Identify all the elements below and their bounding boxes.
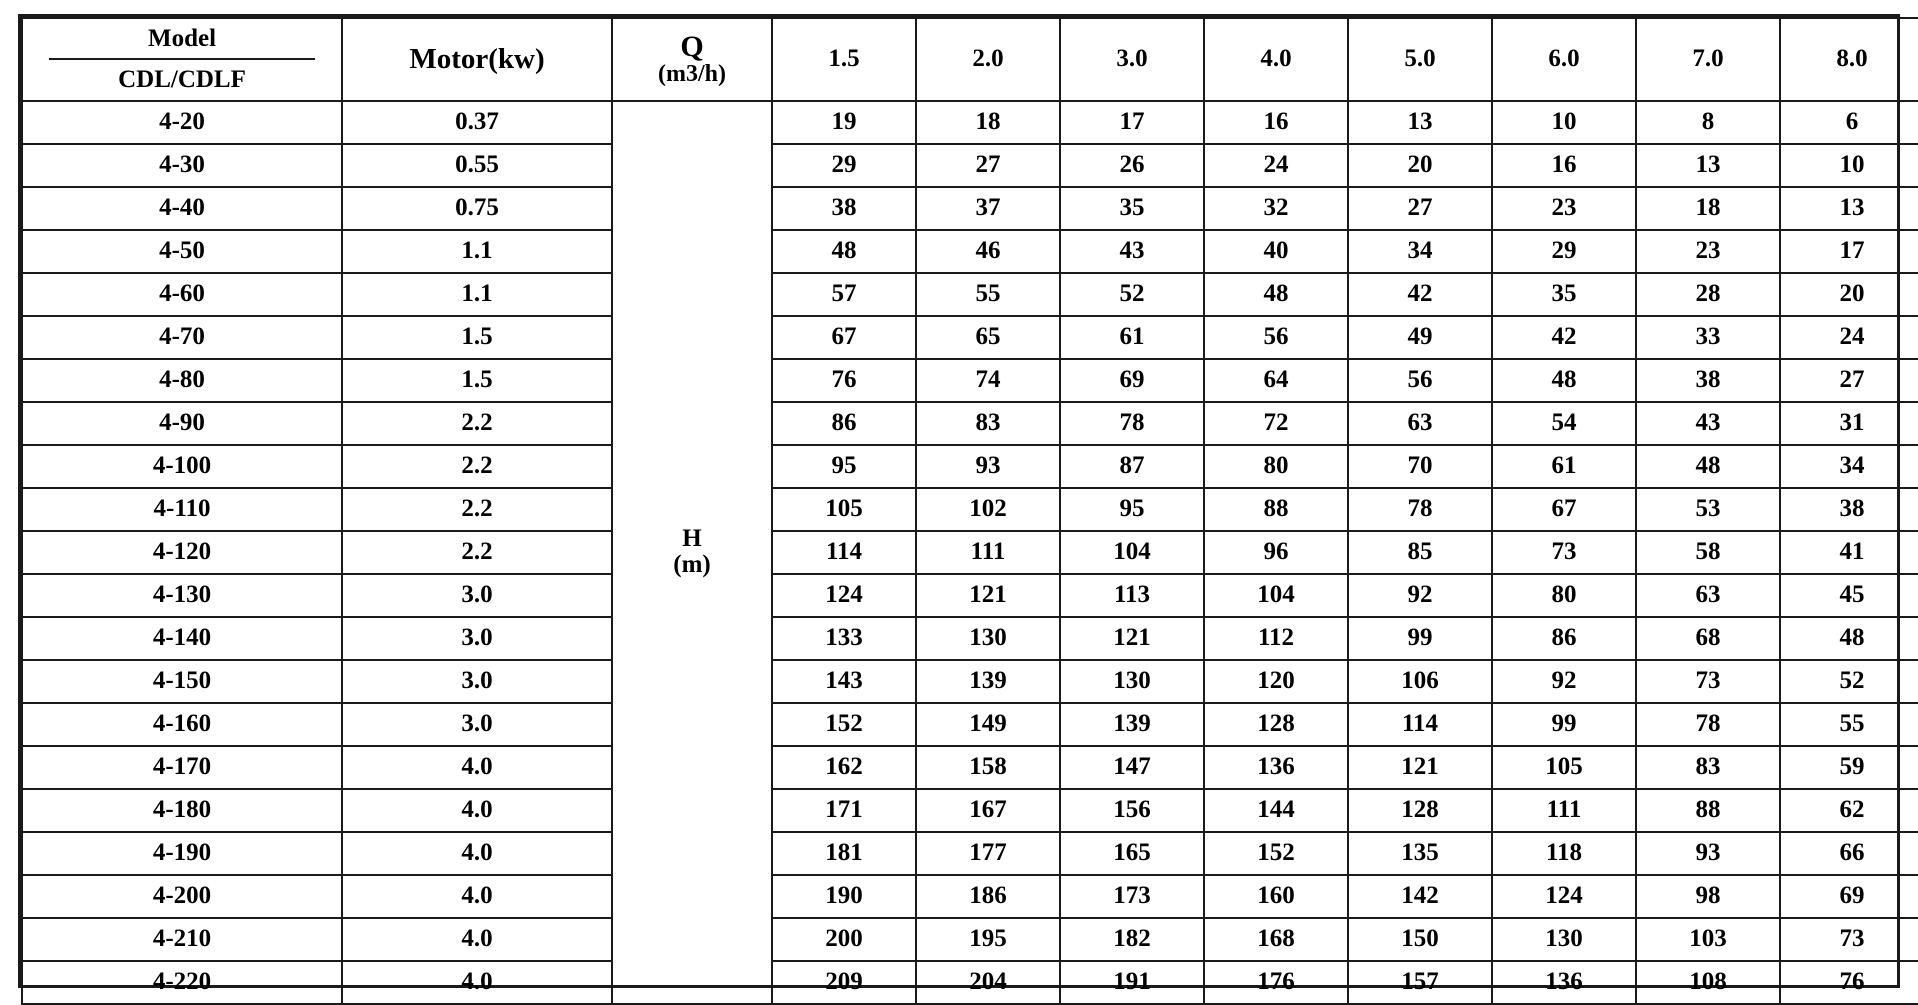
table-row	[22, 531, 1918, 574]
cell-head-value: 158	[916, 746, 1060, 789]
cell-head-value: 74	[916, 359, 1060, 402]
header-flow-value: 2.0	[916, 18, 1060, 101]
cell-head-value: 167	[916, 789, 1060, 832]
cell-head-value: 98	[1636, 875, 1780, 918]
cell-head-value: 34	[1348, 230, 1492, 273]
cell-model: 4-150	[22, 660, 342, 703]
cell-head-value: 105	[1492, 746, 1636, 789]
cell-head-value: 41	[1780, 531, 1918, 574]
cell-head-value: 143	[772, 660, 916, 703]
cell-head-value: 186	[916, 875, 1060, 918]
cell-model: 4-100	[22, 445, 342, 488]
cell-head-value: 147	[1060, 746, 1204, 789]
cell-head-value: 139	[1060, 703, 1204, 746]
cell-head-value: 55	[916, 273, 1060, 316]
cell-head-value: 150	[1348, 918, 1492, 961]
cell-model: 4-90	[22, 402, 342, 445]
cell-head-value: 38	[772, 187, 916, 230]
cell-motor: 1.1	[342, 230, 612, 273]
table-row	[22, 660, 1918, 703]
cell-head-value: 182	[1060, 918, 1204, 961]
cell-head-value: 8	[1636, 101, 1780, 144]
cell-head-value: 43	[1636, 402, 1780, 445]
cell-head-value: 46	[916, 230, 1060, 273]
cell-head-value: 149	[916, 703, 1060, 746]
table-row	[22, 918, 1918, 961]
cell-head-value: 130	[1492, 918, 1636, 961]
cell-head-value: 139	[916, 660, 1060, 703]
cell-head-value: 10	[1492, 101, 1636, 144]
cell-head-value: 76	[772, 359, 916, 402]
cell-model: 4-190	[22, 832, 342, 875]
cell-head-value: 120	[1204, 660, 1348, 703]
cell-head-value: 78	[1636, 703, 1780, 746]
cell-head-value: 130	[1060, 660, 1204, 703]
cell-head-value: 99	[1492, 703, 1636, 746]
cell-head-value: 31	[1780, 402, 1918, 445]
cell-head-value: 136	[1492, 961, 1636, 1004]
cell-head-value: 103	[1636, 918, 1780, 961]
cell-head-value: 105	[772, 488, 916, 531]
cell-head-value: 114	[772, 531, 916, 574]
cell-motor: 2.2	[342, 402, 612, 445]
cell-model: 4-40	[22, 187, 342, 230]
cell-head-value: 191	[1060, 961, 1204, 1004]
header-flow-value: 7.0	[1636, 18, 1780, 101]
cell-model: 4-70	[22, 316, 342, 359]
cell-head-value: 102	[916, 488, 1060, 531]
cell-head-value: 23	[1636, 230, 1780, 273]
cell-head-value: 106	[1348, 660, 1492, 703]
cell-head-value: 152	[1204, 832, 1348, 875]
header-flow-unit	[612, 18, 772, 101]
cell-head-value: 38	[1780, 488, 1918, 531]
cell-head-value: 52	[1060, 273, 1204, 316]
cell-model: 4-80	[22, 359, 342, 402]
cell-motor: 3.0	[342, 574, 612, 617]
cell-model: 4-140	[22, 617, 342, 660]
cell-motor: 0.75	[342, 187, 612, 230]
cell-head-value: 124	[772, 574, 916, 617]
cell-head-value: 20	[1780, 273, 1918, 316]
cell-head-value: 27	[1348, 187, 1492, 230]
header-flow-symbol: Q	[680, 29, 704, 63]
table-row	[22, 144, 1918, 187]
cell-head-value: 176	[1204, 961, 1348, 1004]
cell-head-value: 88	[1204, 488, 1348, 531]
cell-head-value: 80	[1204, 445, 1348, 488]
cell-head-value: 190	[772, 875, 916, 918]
cell-head-value: 35	[1060, 187, 1204, 230]
header-flow-unit-label: (m3/h)	[658, 61, 726, 88]
cell-head-value: 83	[916, 402, 1060, 445]
pump-performance-table	[21, 17, 1918, 1005]
cell-motor: 3.0	[342, 703, 612, 746]
cell-head-value: 152	[772, 703, 916, 746]
cell-head-value: 61	[1060, 316, 1204, 359]
cell-head-value: 130	[916, 617, 1060, 660]
cell-head-value: 113	[1060, 574, 1204, 617]
cell-head-value: 111	[1492, 789, 1636, 832]
cell-head-value: 26	[1060, 144, 1204, 187]
table-row	[22, 359, 1918, 402]
cell-head-value: 24	[1780, 316, 1918, 359]
cell-head-value: 135	[1348, 832, 1492, 875]
cell-head-value: 56	[1348, 359, 1492, 402]
spec-table-sheet	[18, 14, 1900, 995]
cell-head-value: 156	[1060, 789, 1204, 832]
cell-head-value: 124	[1492, 875, 1636, 918]
table-row	[22, 316, 1918, 359]
cell-model: 4-160	[22, 703, 342, 746]
cell-head-value: 10	[1780, 144, 1918, 187]
table-row	[22, 832, 1918, 875]
cell-head-value: 58	[1636, 531, 1780, 574]
cell-head-value: 200	[772, 918, 916, 961]
header-flow-value: 5.0	[1348, 18, 1492, 101]
cell-head-value: 42	[1492, 316, 1636, 359]
cell-head-value: 93	[1636, 832, 1780, 875]
cell-motor: 2.2	[342, 531, 612, 574]
cell-head-value: 24	[1204, 144, 1348, 187]
cell-head-value: 16	[1204, 101, 1348, 144]
cell-head-value: 168	[1204, 918, 1348, 961]
cell-model: 4-170	[22, 746, 342, 789]
table-row	[22, 574, 1918, 617]
cell-motor: 1.5	[342, 359, 612, 402]
cell-head-value: 80	[1492, 574, 1636, 617]
cell-head-value: 33	[1636, 316, 1780, 359]
cell-head-value: 27	[916, 144, 1060, 187]
cell-head-value: 34	[1780, 445, 1918, 488]
table-row	[22, 875, 1918, 918]
cell-head-value: 69	[1780, 875, 1918, 918]
cell-head-value: 121	[916, 574, 1060, 617]
head-symbol: H	[682, 524, 702, 552]
cell-head-value: 177	[916, 832, 1060, 875]
table-row	[22, 187, 1918, 230]
cell-head-value: 64	[1204, 359, 1348, 402]
table-row	[22, 230, 1918, 273]
header-flow-value: 6.0	[1492, 18, 1636, 101]
cell-model: 4-60	[22, 273, 342, 316]
cell-head-value: 171	[772, 789, 916, 832]
cell-head-value: 173	[1060, 875, 1204, 918]
cell-head-value: 104	[1060, 531, 1204, 574]
table-row	[22, 488, 1918, 531]
cell-model: 4-20	[22, 101, 342, 144]
header-model-top: Model	[49, 19, 315, 60]
cell-head-value: 95	[772, 445, 916, 488]
cell-head-value: 18	[1636, 187, 1780, 230]
cell-head-value: 104	[1204, 574, 1348, 617]
cell-head-value: 59	[1780, 746, 1918, 789]
cell-model: 4-130	[22, 574, 342, 617]
cell-model: 4-220	[22, 961, 342, 1004]
cell-head-value: 29	[1492, 230, 1636, 273]
cell-head-value: 204	[916, 961, 1060, 1004]
cell-motor: 3.0	[342, 617, 612, 660]
cell-head-value: 121	[1348, 746, 1492, 789]
cell-head-value: 48	[772, 230, 916, 273]
cell-head-value: 86	[1492, 617, 1636, 660]
header-flow-value: 1.5	[772, 18, 916, 101]
cell-head-value: 13	[1636, 144, 1780, 187]
cell-head-value: 45	[1780, 574, 1918, 617]
cell-motor: 2.2	[342, 488, 612, 531]
cell-head-value: 92	[1348, 574, 1492, 617]
header-flow-value: 4.0	[1204, 18, 1348, 101]
table-row	[22, 746, 1918, 789]
cell-motor: 0.55	[342, 144, 612, 187]
table-row	[22, 101, 1918, 144]
cell-head-value: 160	[1204, 875, 1348, 918]
cell-head-value: 27	[1780, 359, 1918, 402]
cell-head-value: 48	[1636, 445, 1780, 488]
cell-head-value: 142	[1348, 875, 1492, 918]
cell-head-value: 83	[1636, 746, 1780, 789]
cell-head-value: 29	[772, 144, 916, 187]
cell-motor: 4.0	[342, 832, 612, 875]
cell-head-value: 23	[1492, 187, 1636, 230]
cell-motor: 4.0	[342, 961, 612, 1004]
cell-head-value: 35	[1492, 273, 1636, 316]
cell-motor: 4.0	[342, 789, 612, 832]
cell-head-value: 63	[1636, 574, 1780, 617]
cell-head-value: 78	[1060, 402, 1204, 445]
header-motor: Motor(kw)	[342, 18, 612, 101]
table-row	[22, 617, 1918, 660]
cell-head-value: 70	[1348, 445, 1492, 488]
cell-head-value: 43	[1060, 230, 1204, 273]
cell-head-value: 128	[1204, 703, 1348, 746]
cell-head-value: 76	[1780, 961, 1918, 1004]
cell-head-value: 67	[772, 316, 916, 359]
head-unit-label: (m)	[673, 551, 711, 578]
cell-head-value: 96	[1204, 531, 1348, 574]
cell-head-value: 99	[1348, 617, 1492, 660]
cell-head-value: 111	[916, 531, 1060, 574]
cell-head-value: 54	[1492, 402, 1636, 445]
cell-model: 4-50	[22, 230, 342, 273]
cell-head-value: 17	[1780, 230, 1918, 273]
cell-head-value: 38	[1636, 359, 1780, 402]
cell-head-value: 13	[1780, 187, 1918, 230]
cell-head-value: 13	[1348, 101, 1492, 144]
cell-head-value: 72	[1204, 402, 1348, 445]
cell-head-value: 73	[1780, 918, 1918, 961]
cell-head-value: 32	[1204, 187, 1348, 230]
cell-head-value: 48	[1780, 617, 1918, 660]
cell-head-value: 144	[1204, 789, 1348, 832]
cell-head-value: 62	[1780, 789, 1918, 832]
header-model-bottom: CDL/CDLF	[118, 66, 246, 94]
cell-motor: 3.0	[342, 660, 612, 703]
header-flow-value: 8.0	[1780, 18, 1918, 101]
cell-head-value: 93	[916, 445, 1060, 488]
cell-model: 4-210	[22, 918, 342, 961]
header-model	[22, 18, 342, 101]
cell-head-value: 55	[1780, 703, 1918, 746]
cell-head-value: 157	[1348, 961, 1492, 1004]
cell-head-value: 73	[1492, 531, 1636, 574]
cell-head-value: 28	[1636, 273, 1780, 316]
table-row	[22, 445, 1918, 488]
cell-head-value: 181	[772, 832, 916, 875]
cell-head-value: 66	[1780, 832, 1918, 875]
cell-motor: 0.37	[342, 101, 612, 144]
cell-head-value: 68	[1636, 617, 1780, 660]
cell-head-value: 73	[1636, 660, 1780, 703]
head-unit-cell	[612, 101, 772, 1004]
cell-head-value: 69	[1060, 359, 1204, 402]
cell-head-value: 78	[1348, 488, 1492, 531]
cell-head-value: 95	[1060, 488, 1204, 531]
cell-head-value: 52	[1780, 660, 1918, 703]
cell-model: 4-110	[22, 488, 342, 531]
cell-head-value: 42	[1348, 273, 1492, 316]
cell-motor: 4.0	[342, 875, 612, 918]
cell-head-value: 53	[1636, 488, 1780, 531]
cell-head-value: 18	[916, 101, 1060, 144]
cell-head-value: 136	[1204, 746, 1348, 789]
cell-head-value: 6	[1780, 101, 1918, 144]
cell-motor: 4.0	[342, 918, 612, 961]
cell-head-value: 48	[1492, 359, 1636, 402]
cell-head-value: 128	[1348, 789, 1492, 832]
cell-head-value: 63	[1348, 402, 1492, 445]
cell-head-value: 118	[1492, 832, 1636, 875]
table-row	[22, 961, 1918, 1004]
cell-head-value: 17	[1060, 101, 1204, 144]
cell-head-value: 56	[1204, 316, 1348, 359]
cell-head-value: 88	[1636, 789, 1780, 832]
header-flow-value: 3.0	[1060, 18, 1204, 101]
cell-motor: 1.5	[342, 316, 612, 359]
cell-head-value: 165	[1060, 832, 1204, 875]
cell-head-value: 112	[1204, 617, 1348, 660]
cell-head-value: 133	[772, 617, 916, 660]
table-row	[22, 273, 1918, 316]
cell-head-value: 49	[1348, 316, 1492, 359]
table-header-row	[22, 18, 1918, 101]
cell-motor: 4.0	[342, 746, 612, 789]
cell-head-value: 162	[772, 746, 916, 789]
cell-head-value: 20	[1348, 144, 1492, 187]
cell-motor: 1.1	[342, 273, 612, 316]
cell-head-value: 195	[916, 918, 1060, 961]
cell-head-value: 67	[1492, 488, 1636, 531]
cell-head-value: 114	[1348, 703, 1492, 746]
cell-head-value: 86	[772, 402, 916, 445]
cell-head-value: 61	[1492, 445, 1636, 488]
table-row	[22, 789, 1918, 832]
cell-model: 4-120	[22, 531, 342, 574]
cell-head-value: 92	[1492, 660, 1636, 703]
cell-head-value: 57	[772, 273, 916, 316]
cell-head-value: 16	[1492, 144, 1636, 187]
cell-head-value: 37	[916, 187, 1060, 230]
table-row	[22, 402, 1918, 445]
cell-model: 4-30	[22, 144, 342, 187]
cell-motor: 2.2	[342, 445, 612, 488]
cell-head-value: 87	[1060, 445, 1204, 488]
cell-head-value: 40	[1204, 230, 1348, 273]
table-row	[22, 703, 1918, 746]
cell-head-value: 209	[772, 961, 916, 1004]
cell-model: 4-180	[22, 789, 342, 832]
cell-head-value: 108	[1636, 961, 1780, 1004]
cell-model: 4-200	[22, 875, 342, 918]
cell-head-value: 85	[1348, 531, 1492, 574]
cell-head-value: 65	[916, 316, 1060, 359]
cell-head-value: 48	[1204, 273, 1348, 316]
cell-head-value: 121	[1060, 617, 1204, 660]
cell-head-value: 19	[772, 101, 916, 144]
